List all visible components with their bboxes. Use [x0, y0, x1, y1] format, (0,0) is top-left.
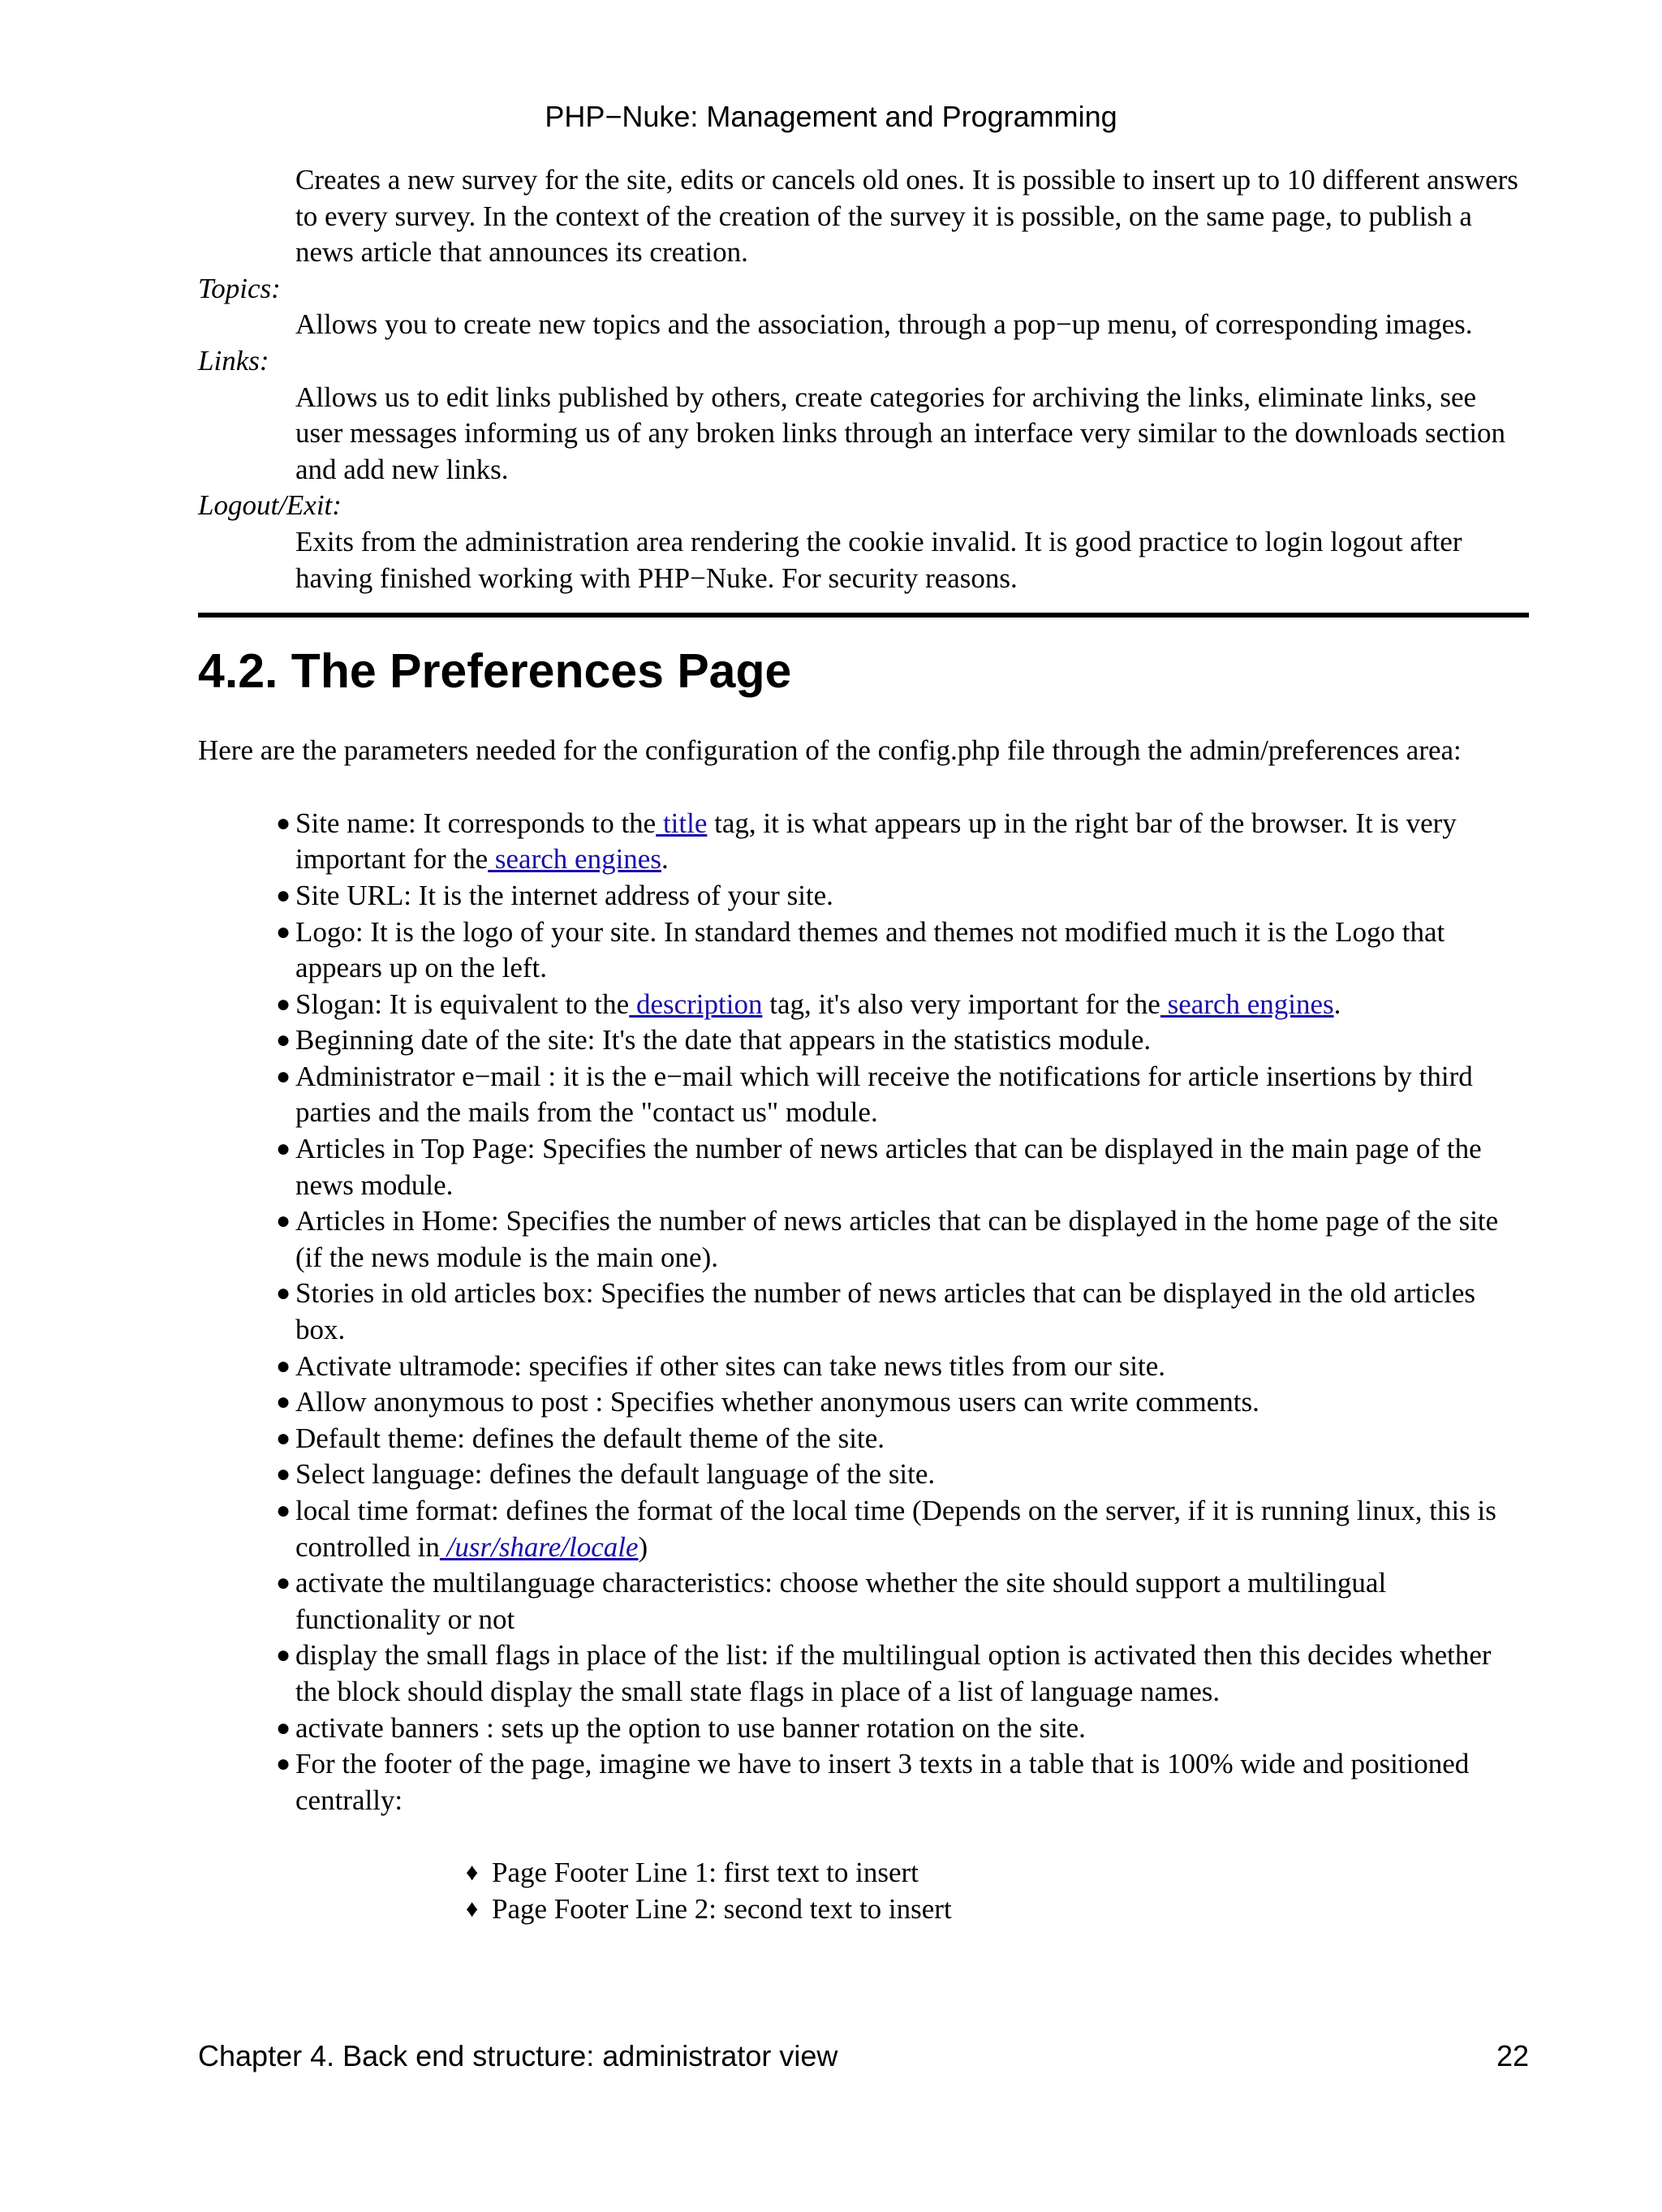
- bullet-icon: ●: [276, 1642, 291, 1669]
- bullet-icon: ●: [276, 1135, 291, 1163]
- bullet-icon: ●: [276, 1352, 291, 1379]
- list-item-logo: [198, 914, 1529, 987]
- item-text: .: [661, 843, 669, 876]
- list-item-multilanguage: [198, 1565, 1529, 1637]
- item-text: Allow anonymous to post : Specifies whether anonymous users can write comments.: [295, 1386, 1259, 1418]
- topics-description: Allows you to create new topics and the association, through a pop−up menu, of corresponding images.: [295, 308, 1473, 341]
- bullet-icon: ●: [276, 990, 291, 1018]
- section-heading: 4.2. The Preferences Page: [198, 644, 792, 699]
- bullet-icon: ●: [276, 1026, 291, 1054]
- list-item-stories-old: [198, 1276, 1529, 1348]
- item-text: Administrator e−mail : it is the e−mail which will receive the notifications for article insertions by third parties and the mails from the "contact us" module.: [295, 1060, 1473, 1129]
- item-text: Logo: It is the logo of your site. In standard themes and themes not modified much it is the Logo that appears up on the left.: [295, 915, 1445, 984]
- item-text: .: [1333, 988, 1341, 1020]
- item-text: Articles in Home: Specifies the number of news articles that can be displayed in the home page of the site (if the news module is the main one).: [295, 1205, 1499, 1273]
- bullet-icon: ●: [276, 1569, 291, 1597]
- term-logout-exit: Logout/Exit:: [198, 489, 342, 522]
- item-text: Slogan: It is equivalent to the: [295, 988, 630, 1020]
- description-link[interactable]: description: [629, 988, 763, 1020]
- preferences-list: [198, 806, 1529, 1928]
- section-divider: [198, 613, 1529, 618]
- search-engines-link[interactable]: search engines: [488, 843, 661, 876]
- bullet-icon: ●: [276, 809, 291, 837]
- links-description: Allows us to edit links published by others, create categories for archiving the links, eliminate links, see user messages informing us of any broken links through an interface very similar to the downloads section and add new links.: [295, 381, 1506, 485]
- diamond-bullet-icon: ♦: [466, 1895, 479, 1922]
- diamond-bullet-icon: ♦: [466, 1859, 479, 1887]
- list-item-beginning-date: [198, 1022, 1529, 1059]
- bullet-icon: ●: [276, 1388, 291, 1416]
- list-item-local-time: [198, 1493, 1529, 1565]
- item-text: Site name: It corresponds to the: [295, 807, 657, 839]
- page-number: 22: [1496, 2039, 1529, 2072]
- section-intro: Here are the parameters needed for the configuration of the config.php file through the admin/preferences area:: [198, 734, 1462, 767]
- list-item-default-theme: [198, 1421, 1529, 1457]
- list-item-banners: [198, 1711, 1529, 1747]
- bullet-icon: ●: [276, 918, 291, 945]
- bullet-icon: ●: [276, 1714, 291, 1741]
- list-item-site-name: [198, 806, 1529, 878]
- item-text: tag, it is what appears up in the right bar of the browser. It is very important for the: [295, 807, 1457, 876]
- item-text: display the small flags in place of the list: if the multilingual option is activated then this decides whether the block should display the small state flags in place of a list of language names.: [295, 1639, 1492, 1707]
- item-text: activate the multilanguage characteristics: choose whether the site should support a multilingual functionality or not: [295, 1567, 1387, 1635]
- list-item-articles-home: [198, 1203, 1529, 1276]
- list-item-site-url: [198, 878, 1529, 914]
- item-text: Page Footer Line 2: second text to insert: [492, 1892, 952, 1925]
- item-text: Page Footer Line 1: first text to insert: [492, 1857, 919, 1889]
- item-text: Select language: defines the default language of the site.: [295, 1458, 936, 1491]
- list-item-footer: [198, 1746, 1529, 1927]
- bullet-icon: ●: [276, 881, 291, 909]
- survey-description: Creates a new survey for the site, edits or cancels old ones. It is possible to insert up to 10 different answers to every survey. In the context of the creation of the survey it is possible, on the same page, to publish a news article that announces its creation.: [295, 164, 1518, 269]
- list-item-admin-email: [198, 1059, 1529, 1131]
- item-text: Default theme: defines the default theme of the site.: [295, 1422, 885, 1454]
- bullet-icon: ●: [276, 1750, 291, 1778]
- bullet-icon: ●: [276, 1062, 291, 1090]
- bullet-icon: ●: [276, 1280, 291, 1307]
- running-header: PHP−Nuke: Management and Programming: [545, 100, 1117, 133]
- list-item-ultramode: [198, 1349, 1529, 1385]
- list-item-slogan: [198, 987, 1529, 1023]
- title-link[interactable]: title: [656, 807, 708, 839]
- item-text: activate banners : sets up the option to use banner rotation on the site.: [295, 1711, 1086, 1744]
- item-text: For the footer of the page, imagine we have to insert 3 texts in a table that is 100% wide and positioned centrally:: [295, 1748, 1470, 1816]
- item-text: Stories in old articles box: Specifies the number of news articles that can be displayed in the old articles box.: [295, 1277, 1476, 1346]
- item-text: tag, it's also very important for the: [762, 988, 1160, 1020]
- bullet-icon: ●: [276, 1461, 291, 1488]
- item-text: Site URL: It is the internet address of your site.: [295, 879, 833, 911]
- bullet-icon: ●: [276, 1424, 291, 1452]
- sub-list-item: [295, 1855, 1529, 1891]
- item-text: Articles in Top Page: Specifies the number of news articles that can be displayed in the main page of the news module.: [295, 1133, 1482, 1201]
- list-item-articles-top: [198, 1131, 1529, 1203]
- term-topics: Topics:: [198, 272, 281, 304]
- bullet-icon: ●: [276, 1207, 291, 1235]
- chapter-title: Chapter 4. Back end structure: administrator view: [198, 2039, 838, 2072]
- list-item-select-language: [198, 1457, 1529, 1493]
- item-text: ): [638, 1530, 648, 1563]
- locale-path-link[interactable]: /usr/share/locale: [439, 1530, 639, 1563]
- item-text: Beginning date of the site: It's the date that appears in the statistics module.: [295, 1024, 1152, 1057]
- item-text: local time format: defines the format of the local time (Depends on the server, if it is running linux, this is controlled in: [295, 1495, 1496, 1563]
- sub-list-item: [295, 1891, 1529, 1928]
- bullet-icon: ●: [276, 1497, 291, 1524]
- term-links: Links:: [198, 344, 269, 377]
- search-engines-link[interactable]: search engines: [1160, 988, 1334, 1020]
- list-item-anonymous: [198, 1384, 1529, 1421]
- item-text: Activate ultramode: specifies if other sites can take news titles from our site.: [295, 1349, 1166, 1382]
- list-item-small-flags: [198, 1637, 1529, 1710]
- footer-lines-list: [295, 1855, 1529, 1927]
- page-content: [198, 162, 1529, 1928]
- logout-description: Exits from the administration area rendering the cookie invalid. It is good practice to login logout after having finished working with PHP−Nuke. For security reasons.: [295, 525, 1462, 594]
